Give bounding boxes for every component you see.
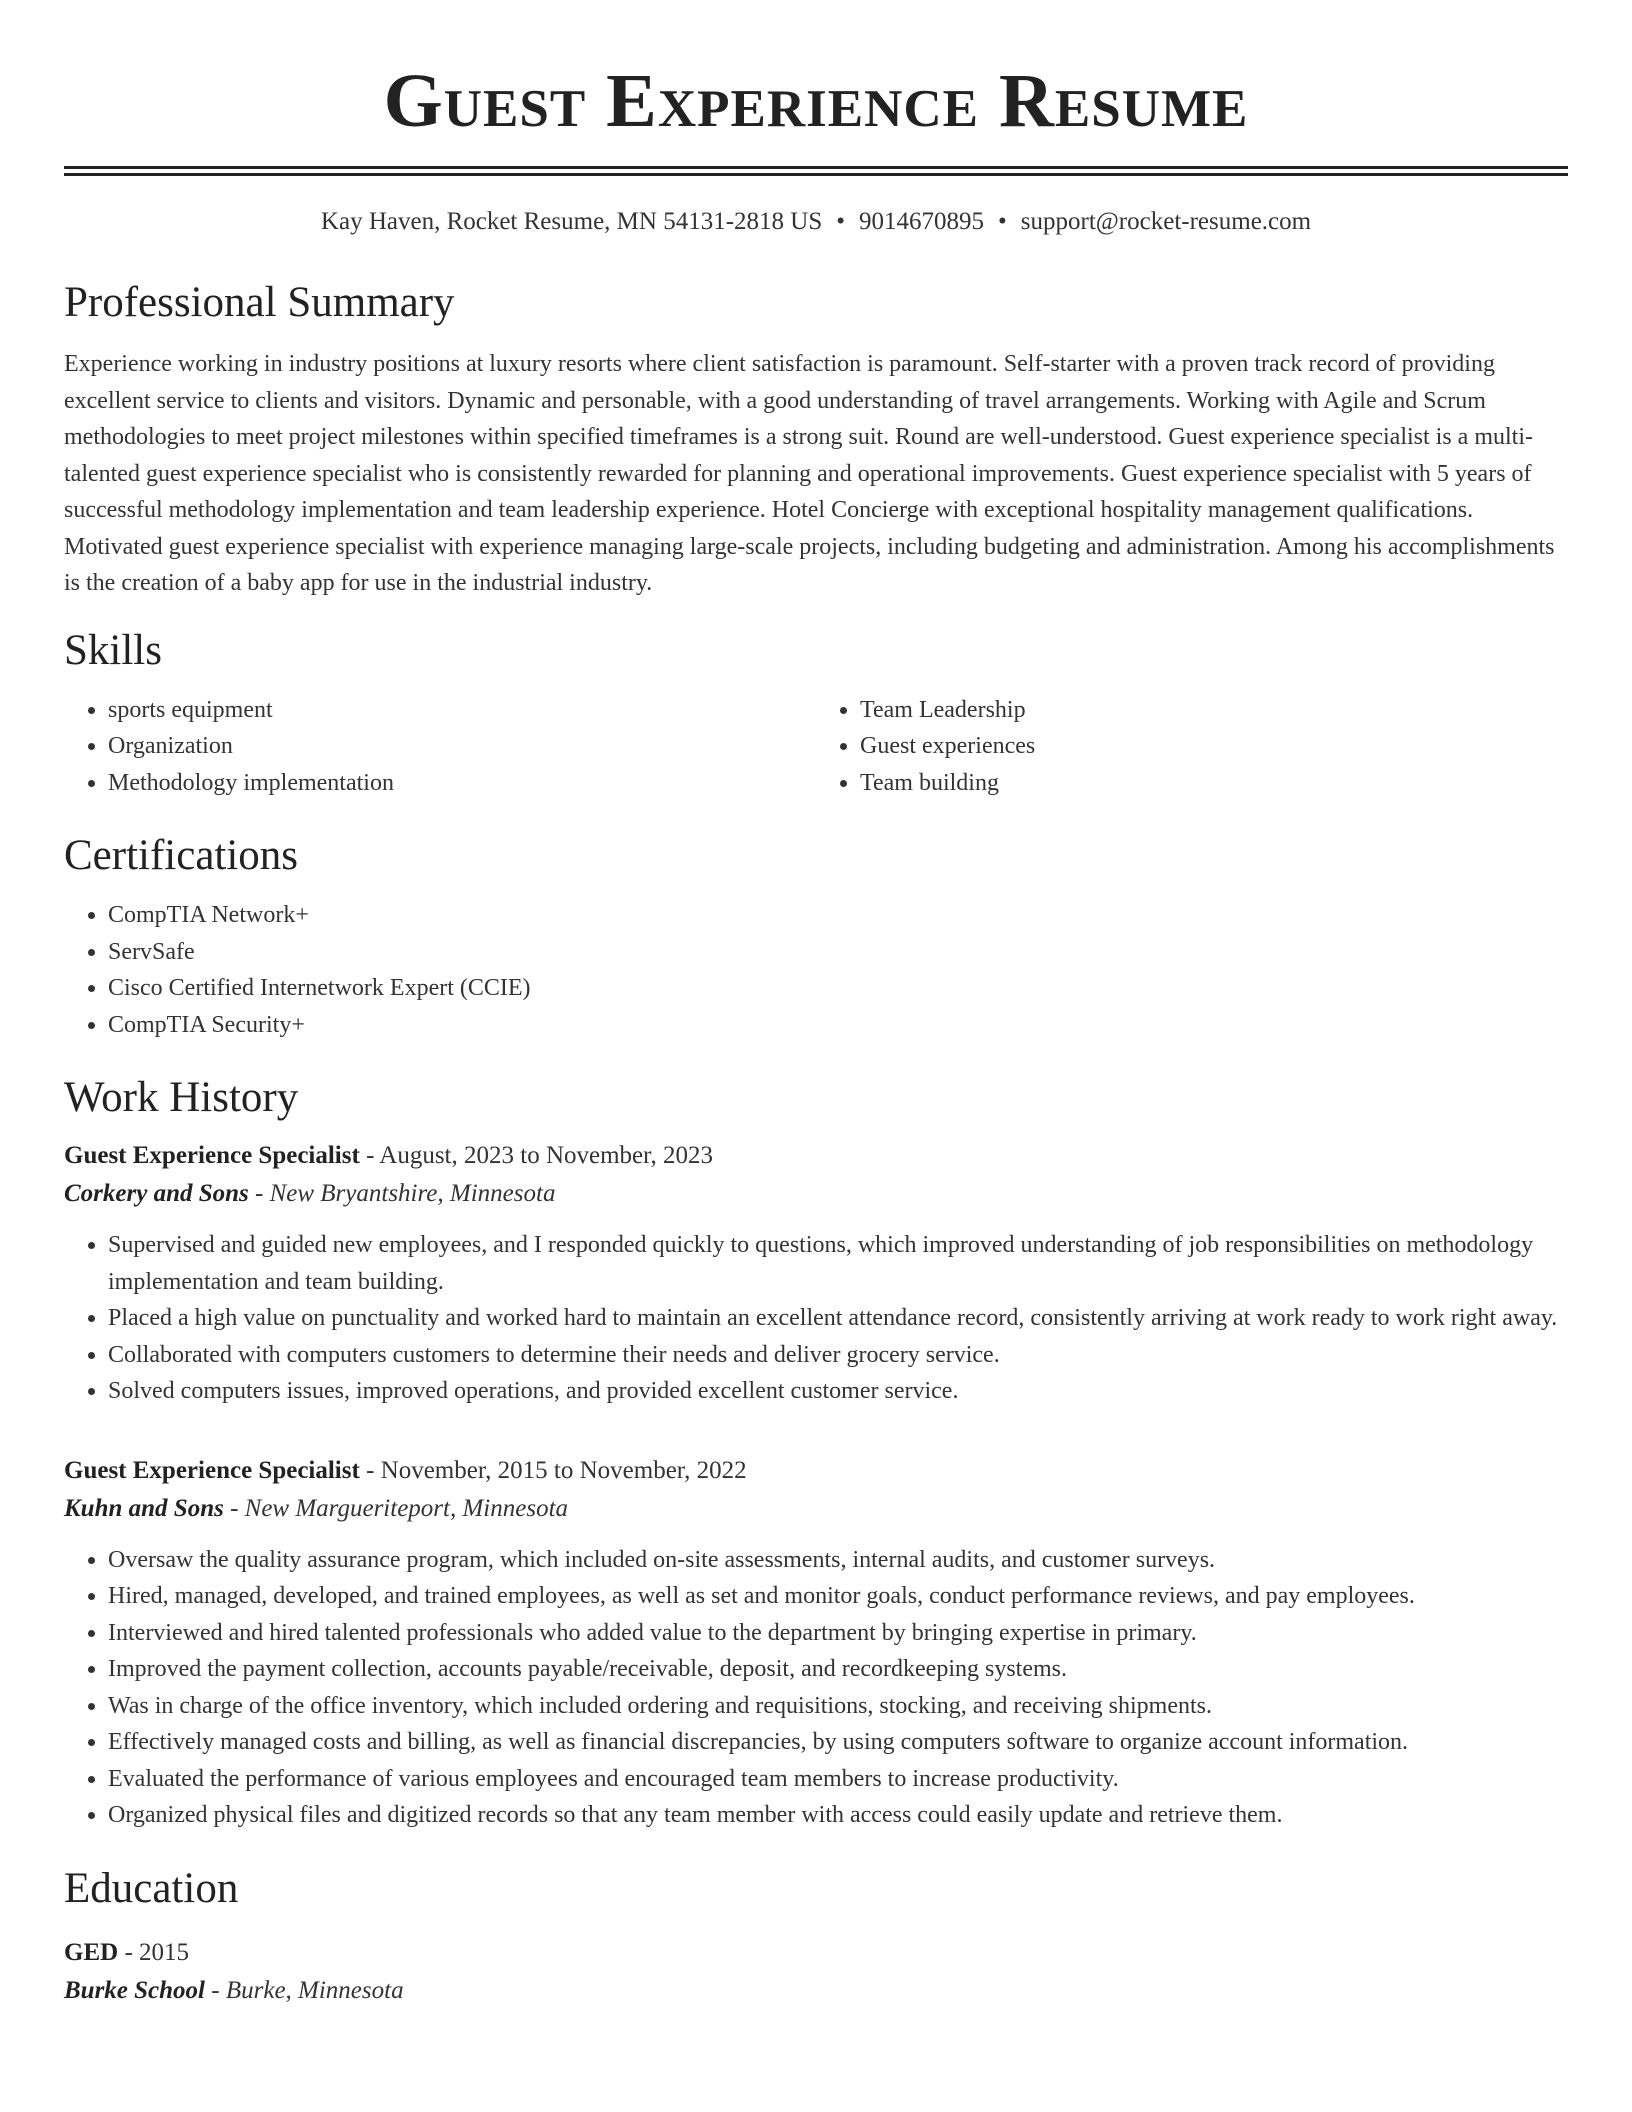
skill-item: • Methodology implementation [108, 765, 816, 802]
skills-list [64, 692, 1568, 802]
contact-phone: 9014670895 [859, 208, 985, 235]
skill-item: • Team Leadership [860, 692, 1568, 729]
education-location: Burke, Minnesota [225, 1976, 404, 2004]
education-school-line: Burke School - Burke, Minnesota [64, 1976, 404, 2004]
job-company: Kuhn and Sons [64, 1494, 224, 1522]
skills-column-left [64, 692, 816, 802]
contact-separator: • [836, 208, 846, 235]
resume-title: Guest Experience Resume [383, 59, 1249, 143]
summary-heading: Professional Summary [64, 279, 455, 326]
skill-item: • Team building [860, 765, 1568, 802]
education-degree: GED [64, 1938, 119, 1966]
certification-item: • ServSafe [108, 934, 1568, 971]
job-duty-item: • Collaborated with computers customers to determine their needs and deliver grocery service. [108, 1337, 1568, 1374]
job-duty-item: • Interviewed and hired talented professionals who added value to the department by bringing expertise in primary. [108, 1615, 1568, 1652]
job-duty-item: • Evaluated the performance of various employees and encouraged team members to increase productivity. [108, 1761, 1568, 1798]
job-duties [64, 1227, 1568, 1410]
job-role: Guest Experience Specialist [64, 1456, 360, 1484]
work-history-heading: Work History [64, 1074, 299, 1121]
job-duty-item: • Placed a high value on punctuality and worked hard to maintain an excellent attendance record, consistently arriving at work ready to work right away. [108, 1300, 1568, 1337]
job-employer-line: Corkery and Sons - New Bryantshire, Minnesota [64, 1180, 556, 1207]
education-heading: Education [64, 1864, 239, 1912]
contact-separator: • [998, 208, 1007, 235]
job-entry [64, 1137, 1568, 1410]
contact-email: support@rocket-resume.com [1020, 208, 1312, 235]
job-entry [64, 1452, 1568, 1834]
certification-item: • CompTIA Security+ [108, 1007, 1568, 1044]
skills-column-right [816, 692, 1568, 802]
job-location: New Bryantshire, Minnesota [269, 1180, 556, 1207]
contact-address: Kay Haven, Rocket Resume, MN 54131-2818 US [320, 208, 823, 235]
education-year: 2015 [139, 1938, 190, 1966]
job-duty-item: • Hired, managed, developed, and trained employees, as well as set and monitor goals, conduct performance reviews, and pay employees. [108, 1578, 1568, 1615]
skill-item: • Guest experiences [860, 728, 1568, 765]
job-company: Corkery and Sons [64, 1180, 249, 1207]
skill-item: • Organization [108, 728, 816, 765]
skill-item: • sports equipment [108, 692, 816, 729]
job-duty-item: • Organized physical files and digitized records so that any team member with access could easily update and retrieve them. [108, 1797, 1568, 1834]
skills-heading: Skills [64, 626, 162, 674]
job-duty-item: • Solved computers issues, improved operations, and provided excellent customer service. [108, 1373, 1568, 1410]
certifications-list [64, 897, 1568, 1043]
job-location: New Margueriteport, Minnesota [244, 1494, 569, 1522]
job-duties [64, 1542, 1568, 1834]
job-dates: August, 2023 to November, 2023 [379, 1142, 713, 1169]
job-role: Guest Experience Specialist [64, 1142, 360, 1169]
education-degree-line: GED - 2015 [64, 1938, 190, 1966]
job-duty-item: • Improved the payment collection, accounts payable/receivable, deposit, and recordkeeping systems. [108, 1651, 1568, 1688]
education-entry [64, 1934, 1568, 2010]
summary-text: Experience working in industry positions at luxury resorts where client satisfaction is paramount. Self-starter with a proven track record of providing excellent service to clients and visitors. Dynamic and personable, with a good understanding of travel arrangements. Working with Agile and Scrum methodologies to meet project milestones within specified timeframes is a strong suit. Round are well-understood. Guest experience specialist is a multi-talented guest experience specialist who is consistently rewarded for planning and operational improvements. Guest experience specialist with 5 years of successful methodology implementation and team leadership experience. Hotel Concierge with exceptional hospitality management qualifications. Motivated guest experience specialist with experience managing large-scale projects, including budgeting and administration. Among his accomplishments is the creation of a baby app for use in the industrial industry. [64, 351, 1555, 596]
job-duty-item: • Supervised and guided new employees, and I responded quickly to questions, which improved understanding of job responsibilities on methodology implementation and team building. [108, 1227, 1568, 1300]
job-duty-item: • Effectively managed costs and billing, as well as financial discrepancies, by using computers software to organize account information. [108, 1724, 1568, 1761]
job-title-line: Guest Experience Specialist - November, 2015 to November, 2022 [64, 1456, 747, 1484]
certification-item: • CompTIA Network+ [108, 897, 1568, 934]
job-dates: November, 2015 to November, 2022 [380, 1456, 747, 1484]
title-divider [64, 166, 1568, 176]
contact-line [64, 206, 1568, 238]
job-duty-item: • Was in charge of the office inventory, which included ordering and requisitions, stocking, and receiving shipments. [108, 1688, 1568, 1725]
job-employer-line: Kuhn and Sons - New Margueriteport, Minnesota [64, 1494, 569, 1522]
certifications-heading: Certifications [64, 832, 299, 879]
job-title-line: Guest Experience Specialist - August, 2023 to November, 2023 [64, 1142, 713, 1169]
education-school: Burke School [64, 1976, 206, 2004]
job-duty-item: • Oversaw the quality assurance program, which included on-site assessments, internal audits, and customer surveys. [108, 1542, 1568, 1579]
certification-item: • Cisco Certified Internetwork Expert (CCIE) [108, 970, 1568, 1007]
